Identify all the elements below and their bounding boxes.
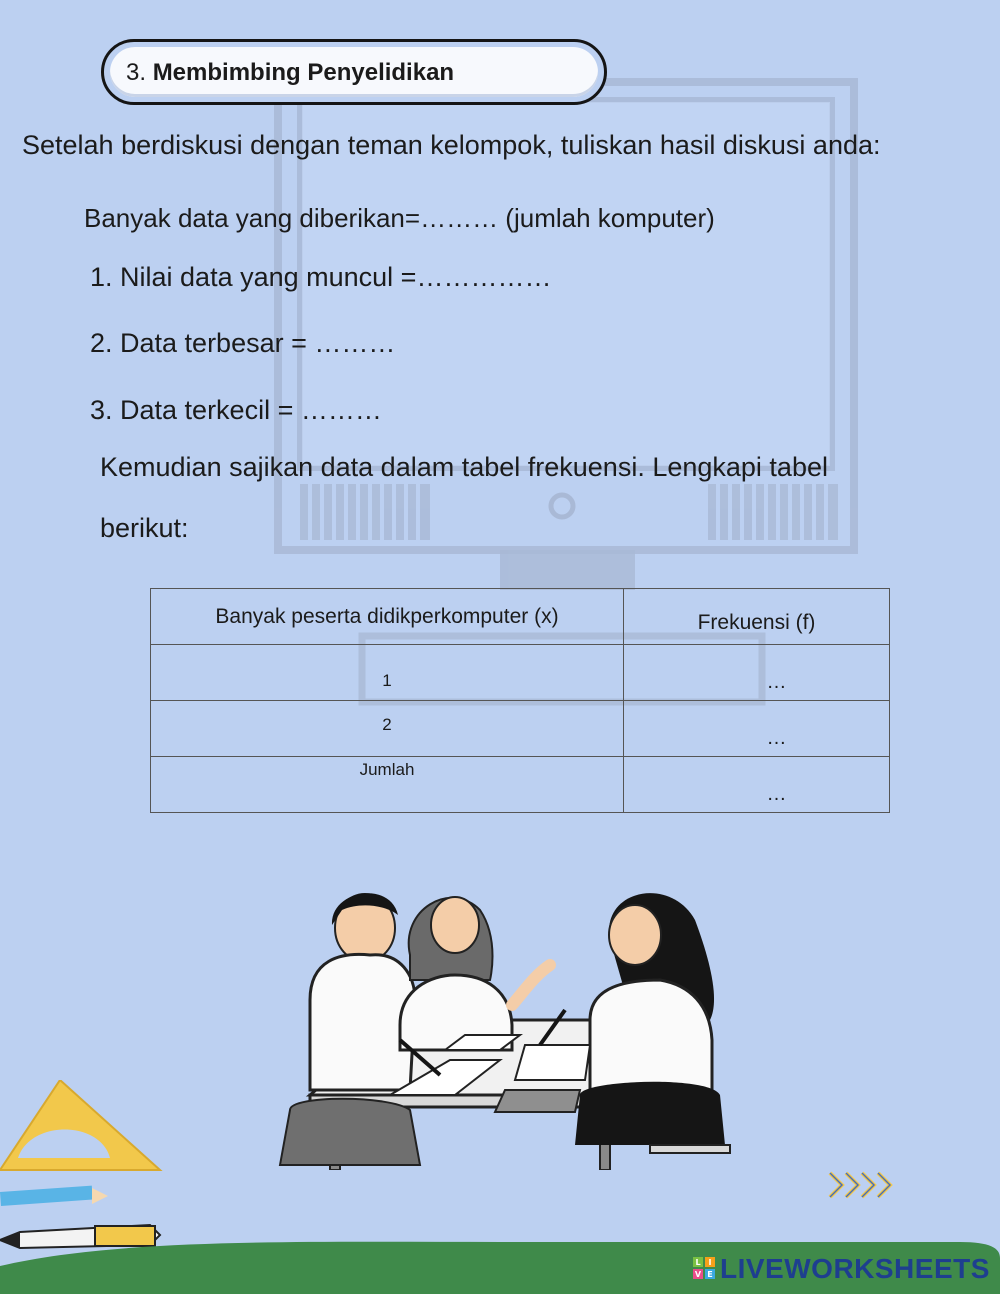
badge-letter: I: [708, 1258, 712, 1267]
cell-x-value: 1: [382, 671, 392, 690]
header-f-label: Frekuensi (f): [697, 611, 816, 634]
cell-x: [151, 701, 624, 757]
cell-f[interactable]: [624, 701, 890, 757]
cell-f-blank[interactable]: …: [766, 727, 787, 749]
cell-jumlah-label: Jumlah: [359, 760, 415, 779]
table-row: [151, 701, 890, 757]
cell-x: [151, 645, 624, 701]
table-header-row: [151, 589, 890, 645]
cell-x: [151, 757, 624, 813]
next-arrows-icon[interactable]: [828, 1170, 894, 1200]
liveworksheets-badge-icon: [693, 1257, 715, 1279]
table-row: [151, 645, 890, 701]
section-number: 3.: [126, 59, 147, 86]
cell-f-blank[interactable]: …: [766, 783, 787, 805]
liveworksheets-logo[interactable]: LIVEWORKSHEETS: [720, 1253, 990, 1284]
instruction-line-2: berikut:: [100, 513, 189, 543]
item-data-terkecil: 3. Data terkecil = ………: [90, 395, 382, 425]
header-x-label: Banyak peserta didikperkomputer (x): [215, 605, 559, 628]
header-cell-f: [624, 589, 890, 645]
instruction-line-1: Kemudian sajikan data dalam tabel frekuensi. Lengkapi tabel: [100, 452, 828, 482]
students-illustration: [250, 880, 750, 1170]
frequency-table: [150, 588, 890, 813]
item-nilai-data: 1. Nilai data yang muncul =……………: [90, 262, 552, 292]
item-data-terbesar: 2. Data terbesar = ………: [90, 328, 396, 358]
badge-letter: V: [694, 1270, 702, 1279]
section-title: [126, 57, 454, 89]
badge-letter: L: [695, 1258, 701, 1267]
intro-text: Setelah berdiskusi dengan teman kelompok, tuliskan hasil diskusi anda:: [22, 130, 881, 160]
section-title-text: Membimbing Penyelidikan: [152, 59, 455, 86]
header-cell-x: [151, 589, 624, 645]
table-row: [151, 757, 890, 813]
cell-f[interactable]: [624, 757, 890, 813]
cell-f[interactable]: [624, 645, 890, 701]
cell-f-blank[interactable]: …: [766, 671, 787, 693]
item-banyak-data: Banyak data yang diberikan=……… (jumlah komputer): [84, 203, 715, 233]
cell-x-value: 2: [382, 715, 392, 734]
badge-letter: E: [707, 1270, 713, 1279]
